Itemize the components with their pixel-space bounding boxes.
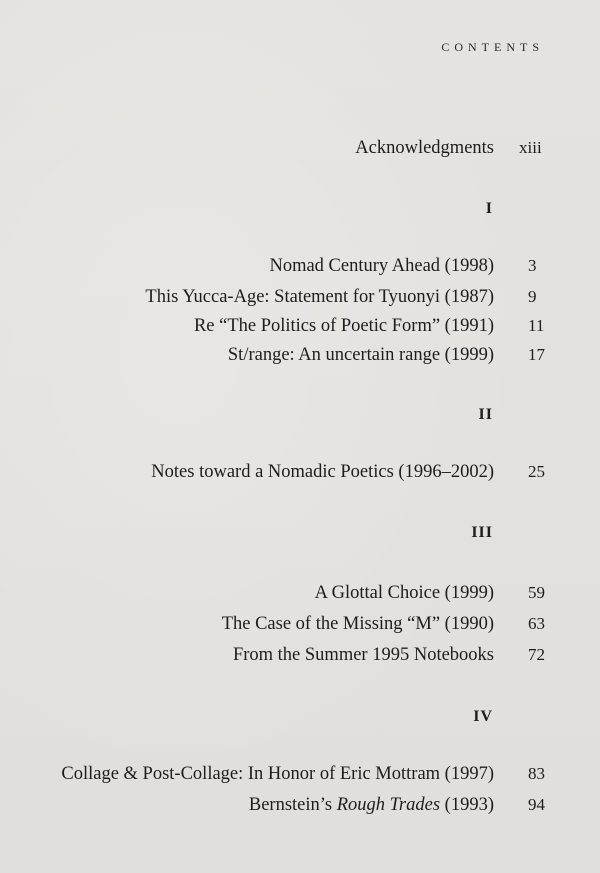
- toc-entry-page: 59: [528, 583, 545, 602]
- toc-entry-title: The Case of the Missing “M” (1990): [221, 614, 494, 634]
- toc-entry-page: 17: [528, 345, 545, 364]
- toc-entry: [0, 287, 600, 313]
- toc-entry-title: This Yucca-Age: Statement for Tyuonyi (1987): [145, 287, 494, 307]
- toc-entry: [0, 764, 600, 790]
- toc-entry-title-prefix: Bernstein’s: [248, 795, 337, 815]
- toc-entry-title: St/range: An uncertain range (1999): [227, 345, 494, 365]
- toc-entry-page: 72: [528, 645, 545, 664]
- toc-entry: [0, 645, 600, 671]
- running-head: CONTENTS: [441, 40, 544, 54]
- toc-entry-page: 25: [528, 462, 545, 481]
- toc-entry-page: 9: [528, 287, 537, 306]
- toc-entry-title-italic: Rough Trades: [336, 795, 441, 815]
- toc-entry-title: From the Summer 1995 Notebooks: [232, 645, 494, 665]
- toc-entry-page: 11: [528, 316, 545, 335]
- toc-entry-page: xiii: [519, 138, 542, 157]
- section-numeral-i: I: [485, 200, 493, 217]
- toc-entry: [0, 614, 600, 640]
- toc-entry: [0, 583, 600, 609]
- toc-entry-page: 63: [528, 614, 545, 633]
- toc-entry-title: Re “The Politics of Poetic Form” (1991): [193, 316, 494, 336]
- toc-entry-title: [249, 795, 494, 816]
- section-numeral-iv: IV: [473, 708, 493, 725]
- toc-entry: [0, 462, 600, 488]
- toc-entry-title: A Glottal Choice (1999): [314, 583, 494, 603]
- toc-entry: [0, 345, 600, 371]
- toc-entry: [0, 316, 600, 342]
- toc-entry-page: 3: [528, 256, 537, 275]
- toc-entry-page: 83: [528, 764, 545, 783]
- toc-entry-page: 94: [528, 795, 545, 814]
- toc-entry-title-suffix: (1993): [440, 795, 494, 815]
- toc-entry-title: Acknowledgments: [355, 138, 494, 158]
- toc-entry-title: Nomad Century Ahead (1998): [269, 256, 494, 276]
- toc-entry: [0, 795, 600, 821]
- section-numeral-iii: III: [471, 524, 493, 541]
- toc-entry-title: Notes toward a Nomadic Poetics (1996–2002): [151, 462, 494, 482]
- toc-entry-acknowledgments: [0, 138, 600, 164]
- toc-entry-title: Collage & Post-Collage: In Honor of Eric Mottram (1997): [61, 764, 494, 784]
- section-numeral-ii: II: [478, 406, 493, 423]
- toc-entry: [0, 256, 600, 282]
